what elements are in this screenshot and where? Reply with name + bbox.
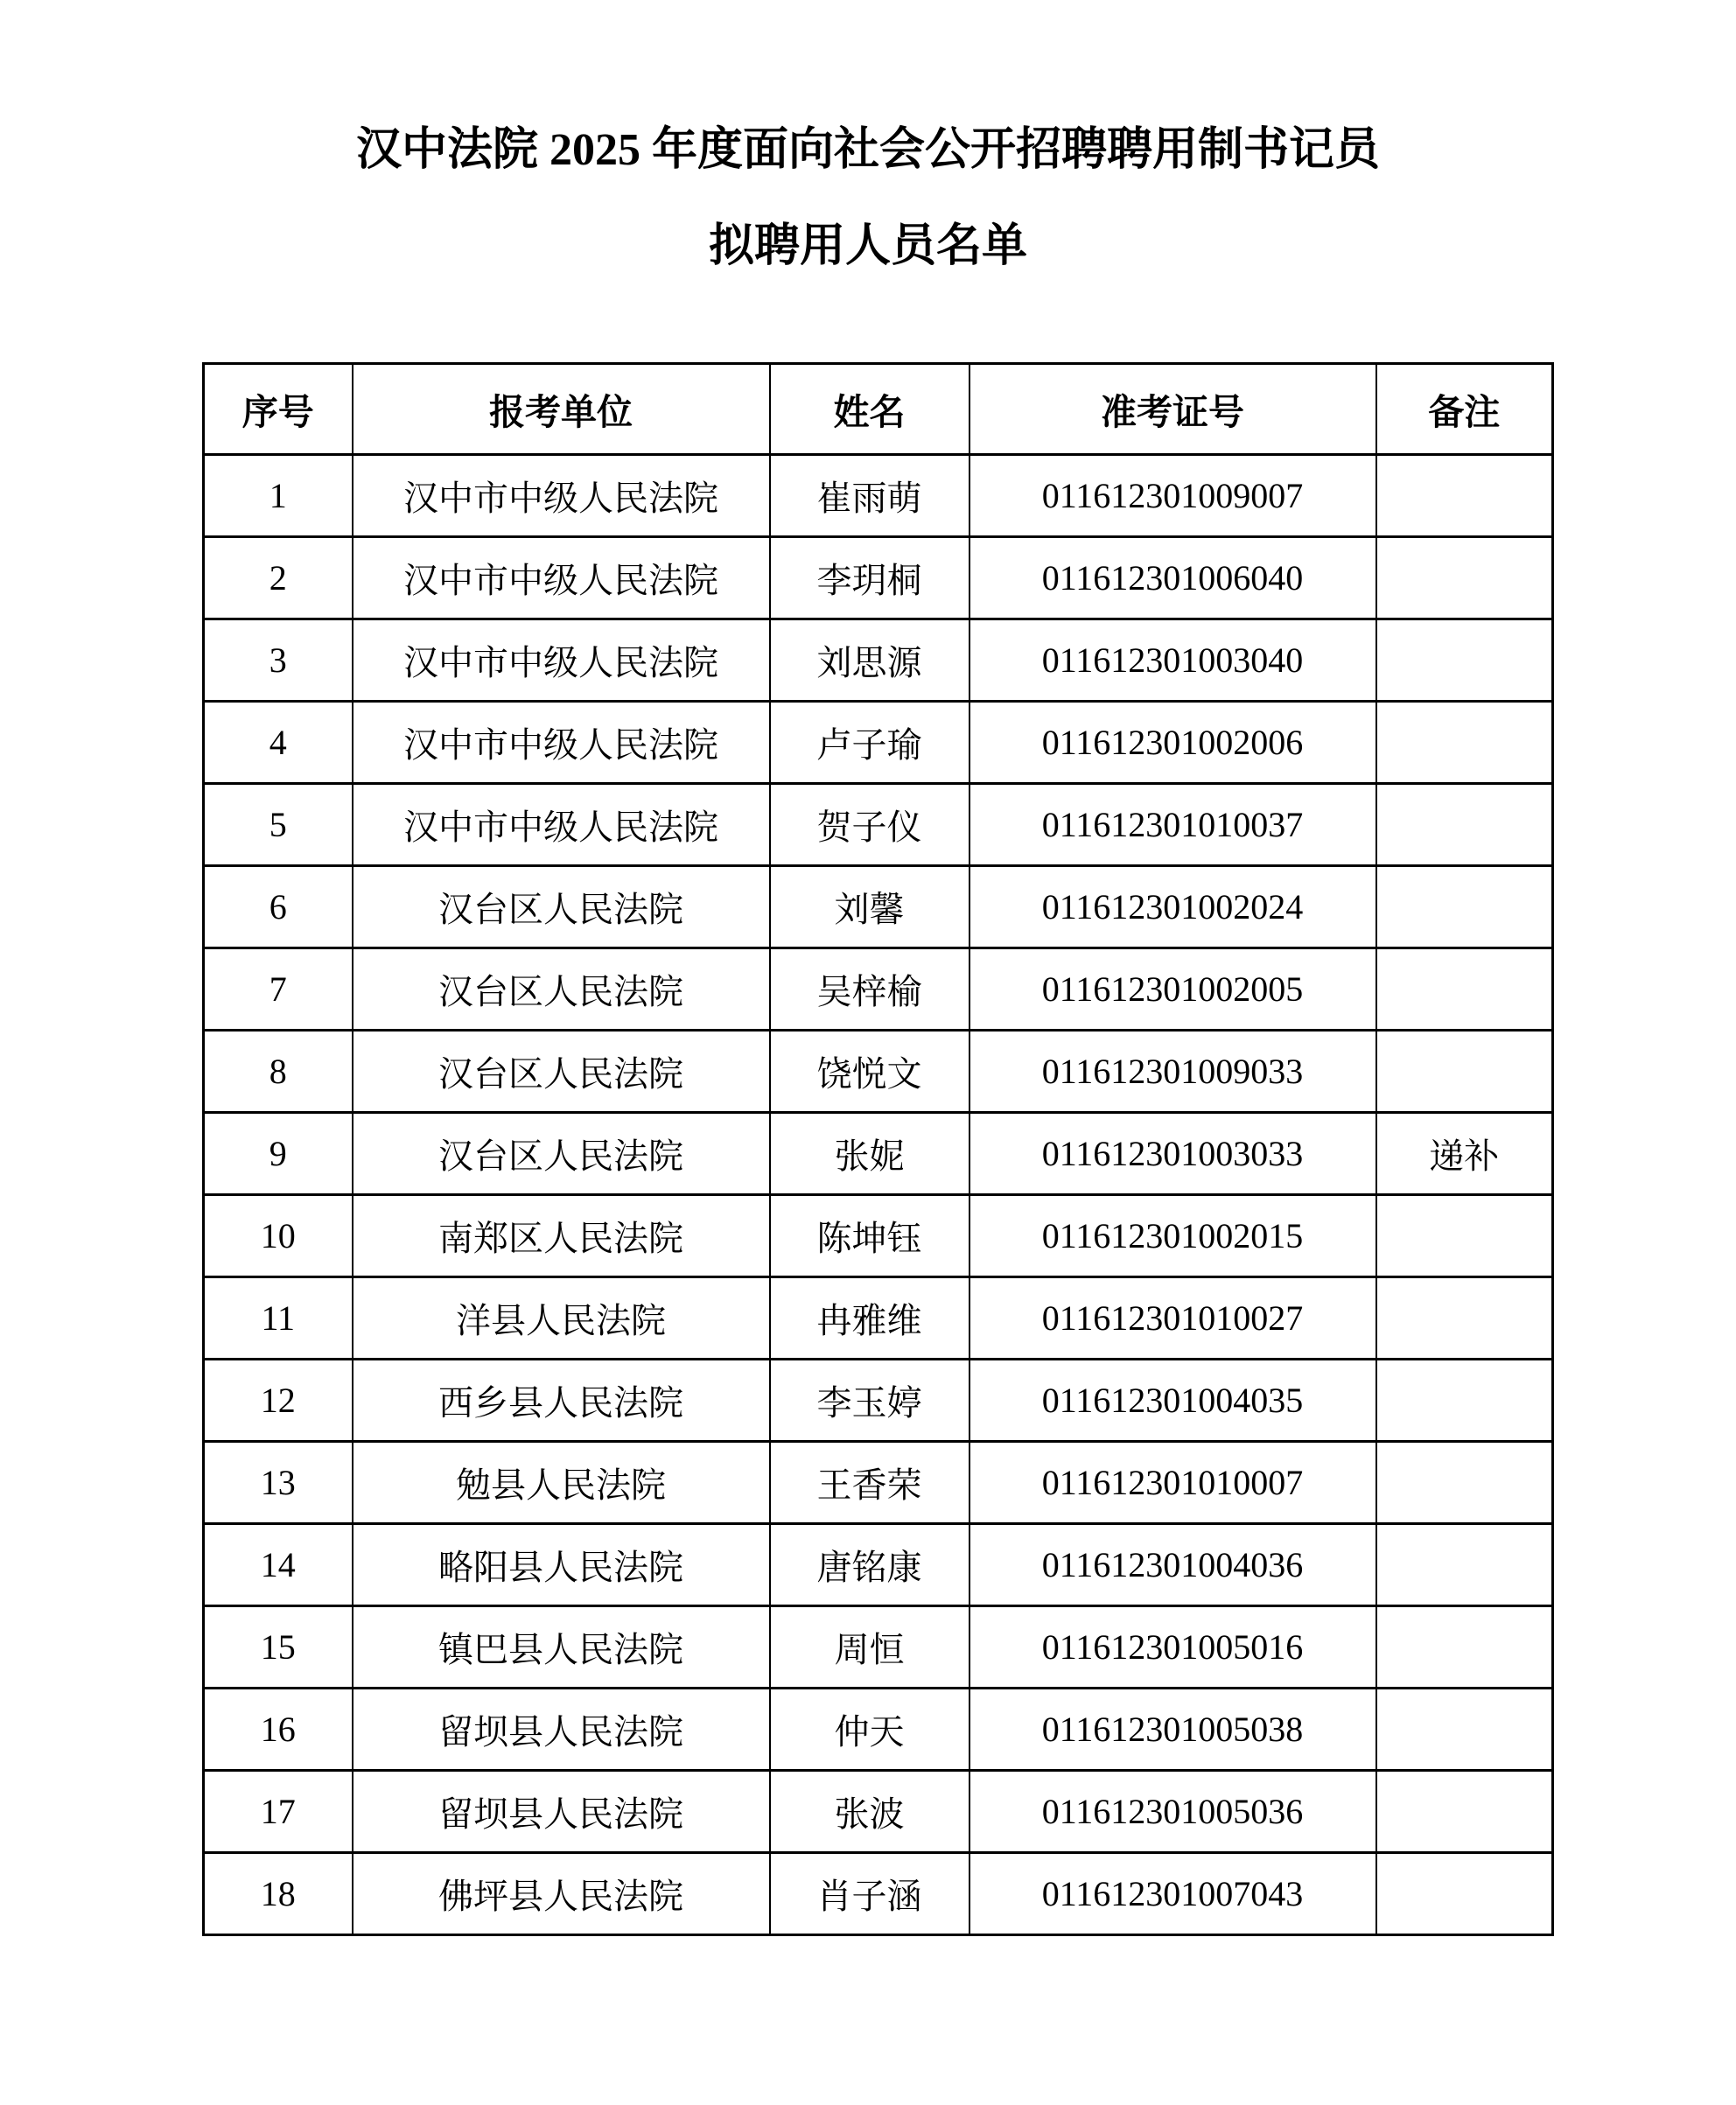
cell-candidate-name: 吴梓榆 [770,948,970,1031]
cell-ticket-number: 011612301010007 [970,1442,1376,1524]
cell-remark [1376,619,1553,702]
cell-serial-number: 2 [204,537,353,619]
table-row [204,1031,1553,1113]
cell-applied-court: 汉台区人民法院 [353,1113,770,1195]
cell-serial-number: 11 [204,1277,353,1360]
cell-candidate-name: 王香荣 [770,1442,970,1524]
cell-applied-court: 勉县人民法院 [353,1442,770,1524]
table-row [204,1771,1553,1853]
cell-candidate-name: 李玉婷 [770,1360,970,1442]
table-row [204,455,1553,537]
cell-remark [1376,537,1553,619]
cell-ticket-number: 011612301002006 [970,702,1376,784]
cell-ticket-number: 011612301009007 [970,455,1376,537]
cell-applied-court: 汉中市中级人民法院 [353,702,770,784]
cell-applied-court: 汉台区人民法院 [353,1031,770,1113]
cell-ticket-number: 011612301002024 [970,866,1376,948]
column-header-serial-number: 序号 [204,364,353,455]
cell-serial-number: 7 [204,948,353,1031]
column-header-ticket-number: 准考证号 [970,364,1376,455]
cell-applied-court: 汉中市中级人民法院 [353,619,770,702]
table-row [204,1689,1553,1771]
cell-remark [1376,1360,1553,1442]
cell-ticket-number: 011612301002005 [970,948,1376,1031]
cell-ticket-number: 011612301005038 [970,1689,1376,1771]
cell-remark [1376,1442,1553,1524]
table-row [204,1277,1553,1360]
cell-serial-number: 14 [204,1524,353,1606]
cell-remark [1376,1689,1553,1771]
cell-candidate-name: 卢子瑜 [770,702,970,784]
cell-ticket-number: 011612301002015 [970,1195,1376,1277]
cell-serial-number: 15 [204,1606,353,1689]
cell-ticket-number: 011612301003040 [970,619,1376,702]
cell-ticket-number: 011612301010037 [970,784,1376,866]
cell-applied-court: 汉台区人民法院 [353,866,770,948]
table-row [204,1195,1553,1277]
cell-serial-number: 13 [204,1442,353,1524]
cell-remark [1376,1524,1553,1606]
cell-ticket-number: 011612301003033 [970,1113,1376,1195]
table-row [204,537,1553,619]
cell-candidate-name: 贺子仪 [770,784,970,866]
table-row [204,1853,1553,1935]
cell-applied-court: 略阳县人民法院 [353,1524,770,1606]
table-row [204,1442,1553,1524]
document-title-line-1: 汉中法院 2025 年度面向社会公开招聘聘用制书记员 [355,125,1380,175]
cell-candidate-name: 张波 [770,1771,970,1853]
cell-serial-number: 12 [204,1360,353,1442]
table-row [204,1113,1553,1195]
cell-applied-court: 汉台区人民法院 [353,948,770,1031]
cell-remark [1376,702,1553,784]
cell-applied-court: 南郑区人民法院 [353,1195,770,1277]
cell-remark [1376,948,1553,1031]
table-row [204,866,1553,948]
column-header-name: 姓名 [770,364,970,455]
cell-remark [1376,1277,1553,1360]
cell-applied-court: 汉中市中级人民法院 [353,455,770,537]
cell-applied-court: 佛坪县人民法院 [353,1853,770,1935]
cell-applied-court: 西乡县人民法院 [353,1360,770,1442]
table-row [204,784,1553,866]
cell-applied-court: 留坝县人民法院 [353,1689,770,1771]
cell-applied-court: 镇巴县人民法院 [353,1606,770,1689]
roster-table [202,362,1554,1936]
cell-candidate-name: 刘馨 [770,866,970,948]
cell-remark [1376,866,1553,948]
cell-applied-court: 留坝县人民法院 [353,1771,770,1853]
cell-candidate-name: 陈坤钰 [770,1195,970,1277]
cell-remark [1376,1771,1553,1853]
table-row [204,1606,1553,1689]
cell-remark [1376,1195,1553,1277]
cell-candidate-name: 张妮 [770,1113,970,1195]
table-row [204,1524,1553,1606]
cell-serial-number: 6 [204,866,353,948]
cell-ticket-number: 011612301007043 [970,1853,1376,1935]
column-header-applied-court: 报考单位 [353,364,770,455]
cell-candidate-name: 肖子涵 [770,1853,970,1935]
cell-ticket-number: 011612301009033 [970,1031,1376,1113]
cell-remark [1376,784,1553,866]
cell-candidate-name: 刘思源 [770,619,970,702]
cell-serial-number: 3 [204,619,353,702]
cell-remark [1376,1031,1553,1113]
cell-remark [1376,1853,1553,1935]
document-title-line-2: 拟聘用人员名单 [708,221,1027,271]
cell-ticket-number: 011612301010027 [970,1277,1376,1360]
cell-ticket-number: 011612301004036 [970,1524,1376,1606]
cell-candidate-name: 崔雨萌 [770,455,970,537]
cell-serial-number: 17 [204,1771,353,1853]
table-row [204,948,1553,1031]
cell-remark [1376,455,1553,537]
cell-applied-court: 汉中市中级人民法院 [353,784,770,866]
table-row [204,1360,1553,1442]
cell-serial-number: 18 [204,1853,353,1935]
cell-ticket-number: 011612301006040 [970,537,1376,619]
cell-candidate-name: 李玥桐 [770,537,970,619]
cell-serial-number: 10 [204,1195,353,1277]
cell-candidate-name: 饶悦文 [770,1031,970,1113]
cell-ticket-number: 011612301005016 [970,1606,1376,1689]
cell-ticket-number: 011612301005036 [970,1771,1376,1853]
cell-applied-court: 洋县人民法院 [353,1277,770,1360]
cell-applied-court: 汉中市中级人民法院 [353,537,770,619]
cell-candidate-name: 仲天 [770,1689,970,1771]
cell-serial-number: 5 [204,784,353,866]
cell-candidate-name: 唐铭康 [770,1524,970,1606]
cell-remark: 递补 [1376,1113,1553,1195]
cell-candidate-name: 冉雅维 [770,1277,970,1360]
cell-ticket-number: 011612301004035 [970,1360,1376,1442]
cell-serial-number: 1 [204,455,353,537]
table-row [204,702,1553,784]
table-row [204,619,1553,702]
cell-serial-number: 9 [204,1113,353,1195]
column-header-remark: 备注 [1376,364,1553,455]
header-row [204,364,1553,455]
cell-serial-number: 16 [204,1689,353,1771]
table-body [204,455,1553,1935]
cell-candidate-name: 周恒 [770,1606,970,1689]
cell-serial-number: 4 [204,702,353,784]
cell-serial-number: 8 [204,1031,353,1113]
cell-remark [1376,1606,1553,1689]
